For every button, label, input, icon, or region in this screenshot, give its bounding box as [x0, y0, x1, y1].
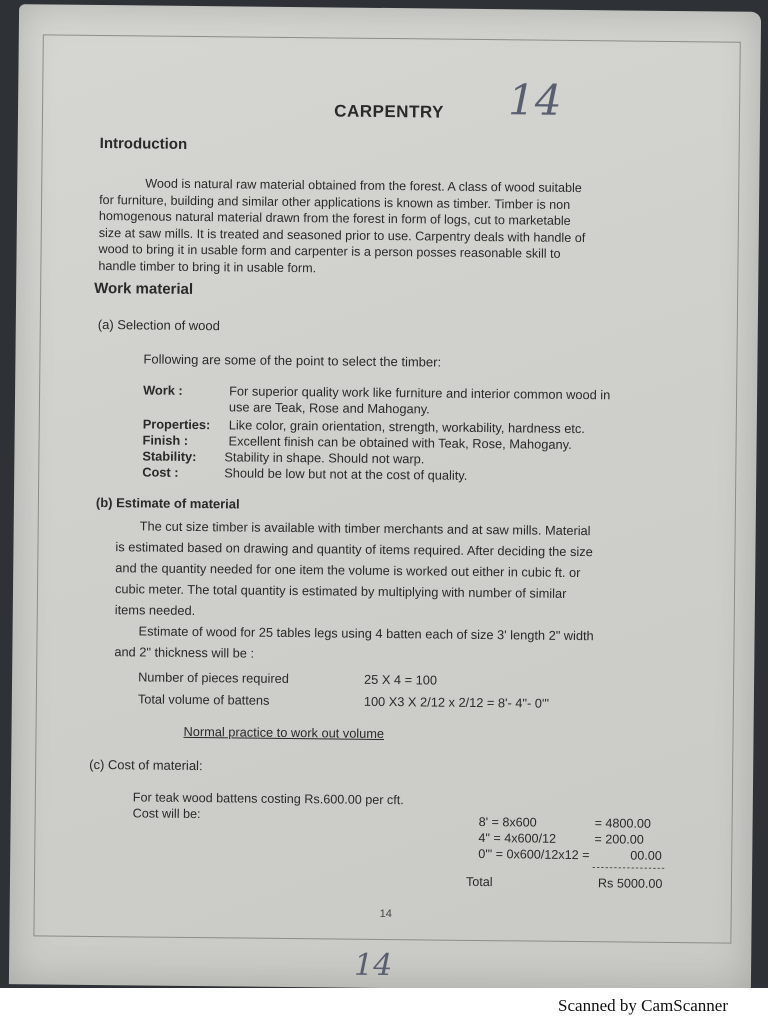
calc-value: 100 X3 X 2/12 x 2/12 = 8'- 4"- 0'": [363, 693, 550, 711]
property-key: Stability:: [142, 448, 197, 465]
estimate-line: cubic meter. The total quantity is estimated by multiplying with number of similar: [114, 581, 567, 601]
property-value: Like color, grain orientation, strength, workability, hardness etc.: [228, 417, 585, 437]
property-key: Work :: [143, 382, 183, 398]
scanned-page: [9, 4, 761, 992]
selection-heading: (a) Selection of wood: [97, 316, 220, 334]
property-value: Stability in shape. Should not warp.: [224, 449, 425, 467]
cost-result: = 200.00: [594, 832, 644, 847]
work-material-heading: Work material: [94, 279, 194, 298]
total-separator: -----------------: [592, 862, 666, 874]
cost-line: Cost will be:: [132, 806, 201, 822]
intro-line: wood to bring it in usable form and carpenter is a person posses reasonable skill to: [98, 241, 561, 261]
property-key: Properties:: [142, 416, 211, 433]
handwritten-page-number-top: 14: [507, 75, 562, 125]
estimate-paragraph: [114, 515, 676, 668]
intro-line: Wood is natural raw material obtained from the forest. A class of wood suitable: [145, 176, 582, 196]
handwritten-page-number-bottom: 14: [353, 947, 393, 984]
total-label: Total: [465, 874, 493, 890]
estimate-line: and the quantity needed for one item the volume is worked out either in cubic ft. or: [115, 560, 581, 581]
document-title: CARPENTRY: [334, 101, 444, 122]
calc-label: Total volume of battens: [137, 691, 270, 708]
property-key: Cost :: [142, 464, 179, 480]
cost-expr: 8' = 8x600: [478, 814, 537, 830]
estimate-line: and 2" thickness will be :: [114, 644, 255, 661]
cost-expr: 0'" = 0x600/12x12 =: [478, 846, 590, 863]
intro-line: for furniture, building and similar other applications is known as timber. Timber is non: [99, 192, 571, 212]
cost-heading: (c) Cost of material:: [89, 756, 203, 774]
estimate-line: items needed.: [114, 602, 196, 619]
property-key: Finish :: [142, 432, 189, 448]
estimate-line: The cut size timber is available with timber merchants and at saw mills. Material: [139, 518, 591, 539]
intro-line: homogenous natural material drawn from the forest in form of logs, cut to marketable: [98, 208, 571, 228]
estimate-line: Estimate of wood for 25 tables legs using 4 batten each of size 3' length 2" width: [138, 623, 594, 644]
scanner-watermark-text: Scanned by CamScanner: [558, 996, 728, 1015]
property-value: use are Teak, Rose and Mahogany.: [228, 399, 430, 417]
cost-line: For teak wood battens costing Rs.600.00 per cft.: [132, 790, 404, 808]
volume-note: Normal practice to work out volume: [183, 723, 385, 742]
property-value: For superior quality work like furniture and interior common wood in: [229, 383, 611, 403]
intro-line: size at saw mills. It is treated and seasoned prior to use. Carpentry deals with handle of: [98, 225, 586, 245]
property-value: Should be low but not at the cost of quality.: [224, 465, 468, 483]
cost-result: 00.00: [630, 848, 662, 863]
intro-line: handle timber to bring it in usable form.: [98, 258, 317, 275]
total-value: Rs 5000.00: [597, 876, 663, 891]
calc-label: Number of pieces required: [138, 669, 289, 687]
property-value: Excellent finish can be obtained with Teak, Rose, Mahogany.: [228, 433, 572, 452]
introduction-paragraph: [98, 175, 679, 280]
estimate-line: is estimated based on drawing and quantity of items required. After deciding the size: [115, 539, 593, 560]
printed-page-number: 14: [379, 907, 392, 921]
calc-value: 25 X 4 = 100: [364, 671, 438, 688]
estimate-heading: (b) Estimate of material: [95, 494, 240, 512]
introduction-heading: Introduction: [99, 134, 188, 153]
selection-intro: Following are some of the point to select the timber:: [143, 351, 442, 370]
cost-result: = 4800.00: [594, 816, 652, 831]
cost-expr: 4" = 4x600/12: [478, 830, 557, 846]
